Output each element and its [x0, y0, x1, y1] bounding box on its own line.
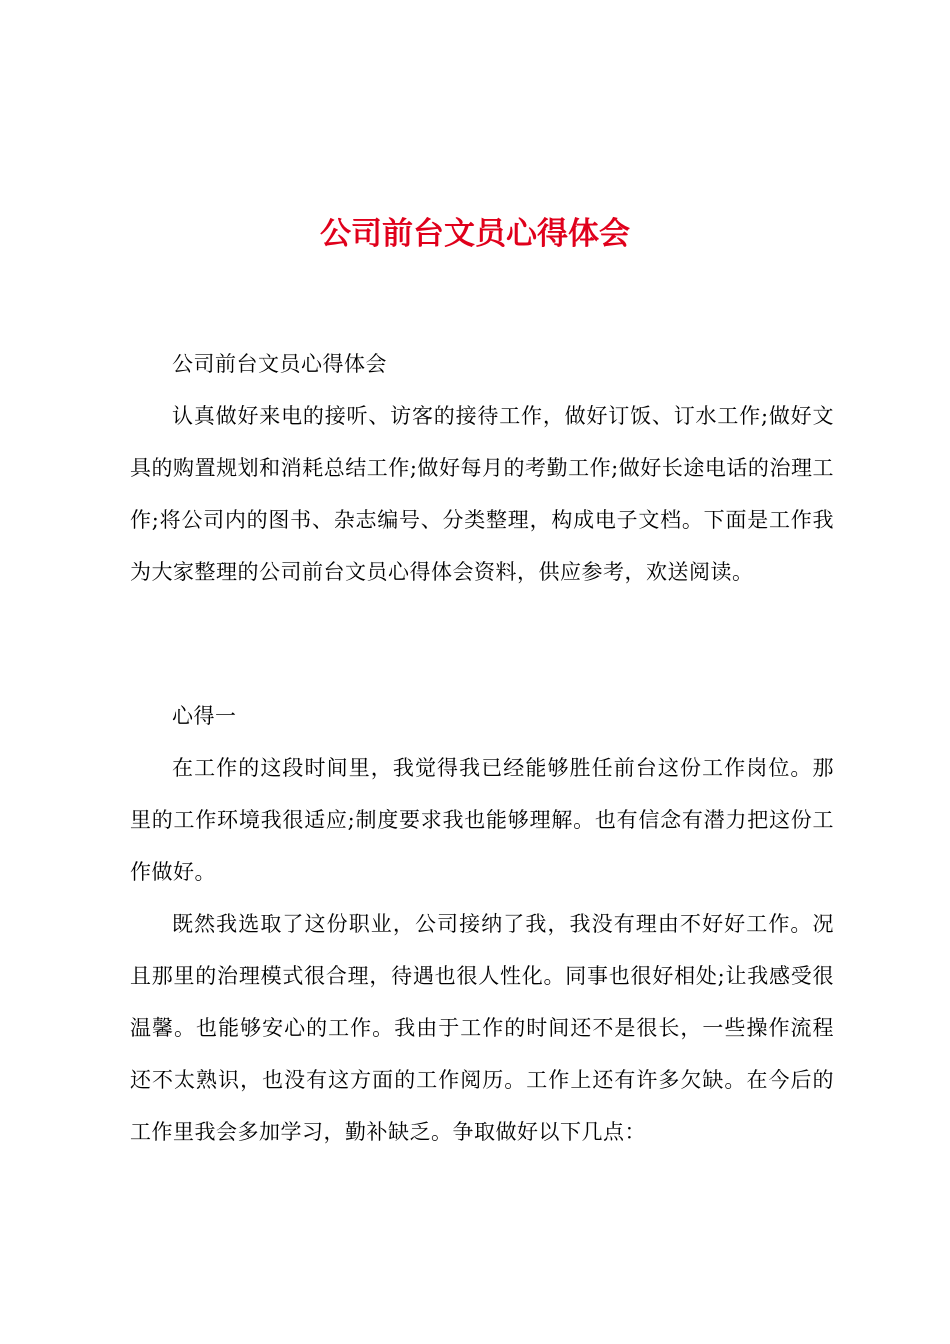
intro-paragraph: 认真做好来电的接听、访客的接待工作，做好订饭、订水工作;做好文具的购置规划和消耗总结工作;做好每月的考勤工作;做好长途电话的治理工作;将公司内的图书、杂志编号、分类整理，构成电子文档。下面是工作我为大家整理的公司前台文员心得体会资料，供应参考，欢送阅读。 — [130, 404, 834, 584]
intro-section — [130, 338, 834, 598]
document-title: 公司前台文员心得体会 — [320, 216, 630, 252]
subtitle-paragraph: 公司前台文员心得体会 — [172, 352, 387, 376]
body-paragraph: 既然我选取了这份职业，公司接纳了我，我没有理由不好好工作。况且那里的治理模式很合理，待遇也很人性化。同事也很好相处;让我感受很温馨。也能够安心的工作。我由于工作的时间还不是很长，一些操作流程还不太熟识，也没有这方面的工作阅历。工作上还有许多欠缺。在今后的工作里我会多加学习，勤补缺乏。争取做好以下几点： — [130, 912, 834, 1144]
section-one — [130, 690, 834, 1158]
body-paragraph: 在工作的这段时间里，我觉得我已经能够胜任前台这份工作岗位。那里的工作环境我很适应;制度要求我也能够理解。也有信念有潜力把这份工作做好。 — [130, 756, 834, 884]
section-heading: 心得一 — [172, 704, 237, 728]
